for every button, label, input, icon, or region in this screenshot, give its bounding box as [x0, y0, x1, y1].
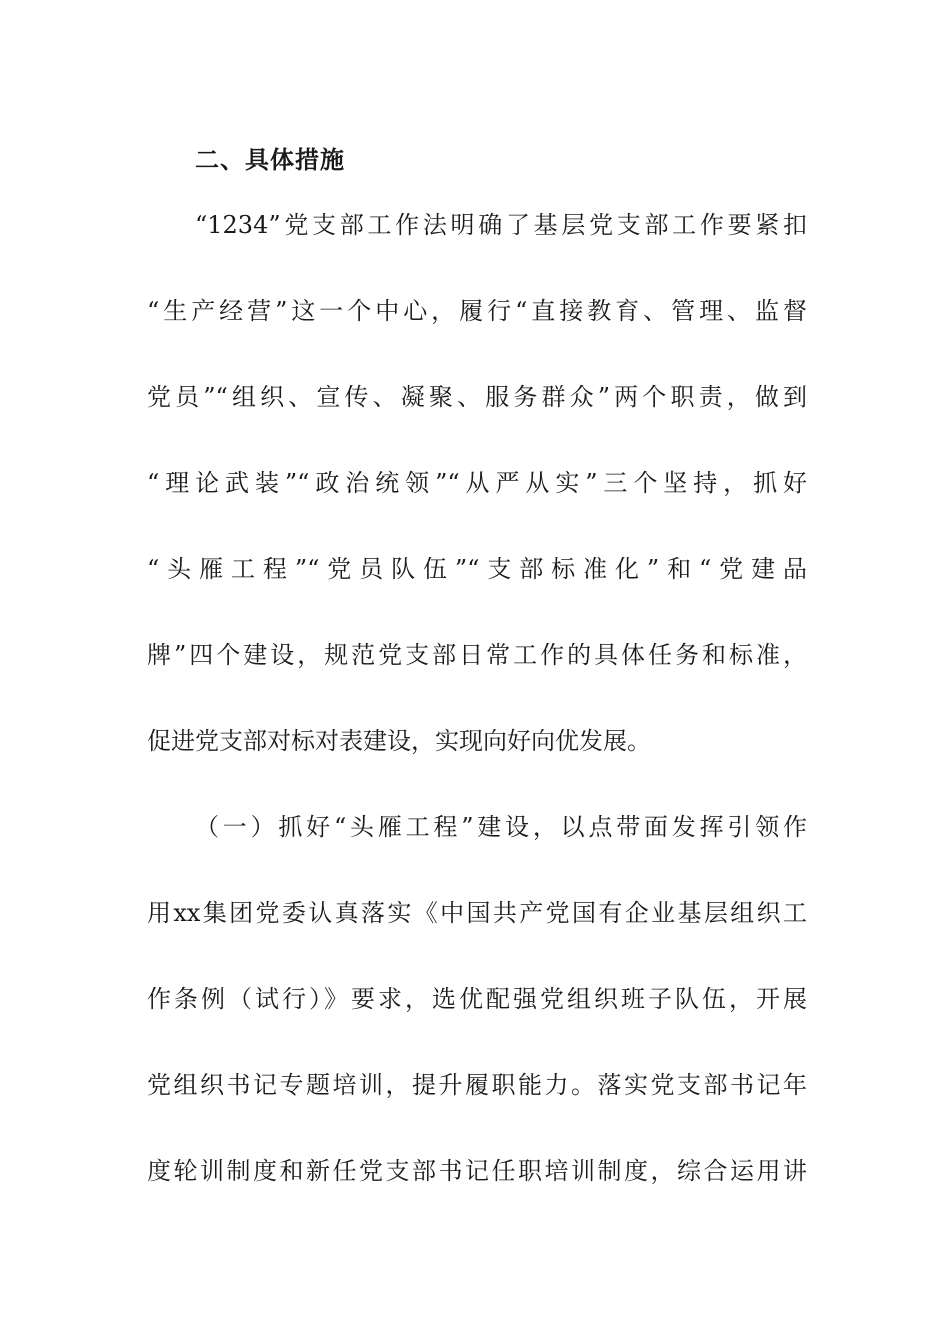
paragraph-line: 牌”四个建设，规范党支部日常工作的具体任务和标准，: [147, 641, 807, 669]
paragraph-line: 作条例（试行）》要求，选优配强党组织班子队伍，开展: [147, 985, 807, 1013]
paragraph-line: “1234”党支部工作法明确了基层党支部工作要紧扣: [195, 211, 807, 239]
paragraph-line: 党员”“组织、宣传、凝聚、服务群众”两个职责，做到: [147, 383, 807, 411]
paragraph-line: 度轮训制度和新任党支部书记任职培训制度，综合运用讲: [147, 1157, 807, 1185]
paragraph-line: 促进党支部对标对表建设，实现向好向优发展。: [147, 727, 651, 755]
paragraph-line: “头雁工程”“党员队伍”“支部标准化”和“党建品: [147, 555, 807, 583]
paragraph-line: 用xx集团党委认真落实《中国共产党国有企业基层组织工: [147, 899, 807, 927]
section-heading: 二、具体措施: [195, 146, 345, 174]
paragraph-line: “生产经营”这一个中心，履行“直接教育、管理、监督: [147, 297, 807, 325]
paragraph-line: 党组织书记专题培训，提升履职能力。落实党支部书记年: [147, 1071, 807, 1099]
paragraph-line: “理论武装”“政治统领”“从严从实”三个坚持，抓好: [147, 469, 807, 497]
paragraph-line: （一）抓好“头雁工程”建设，以点带面发挥引领作: [195, 813, 807, 841]
